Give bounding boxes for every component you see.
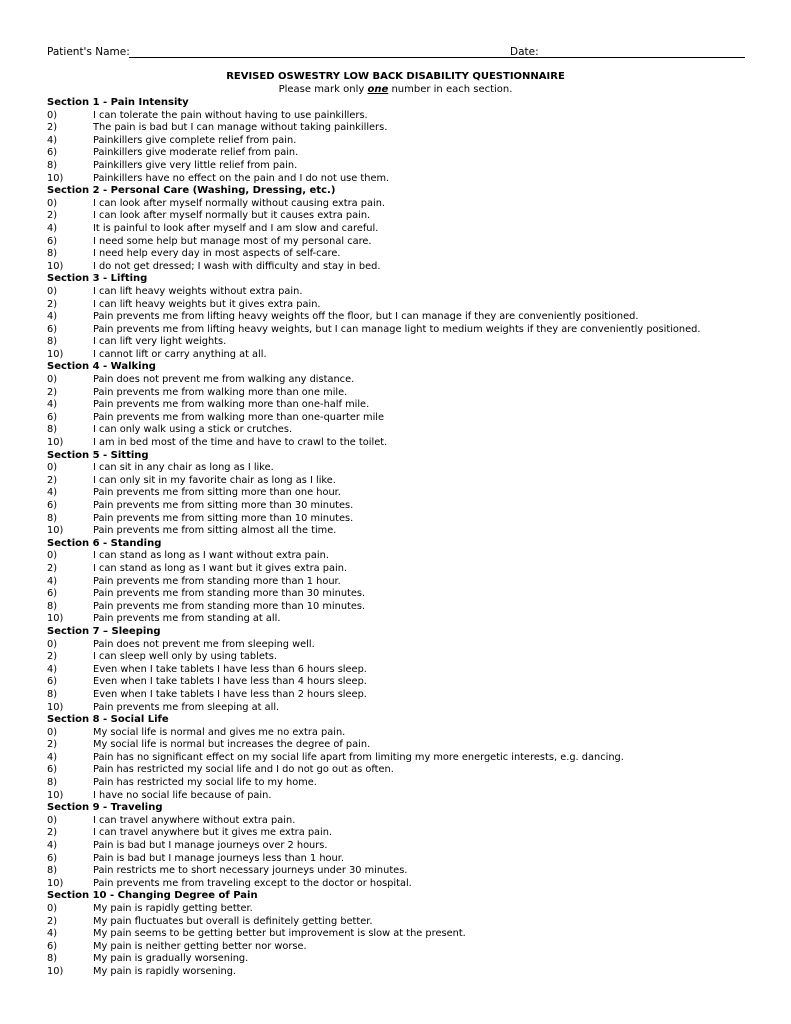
option-score: 2)	[47, 739, 58, 751]
option-text: Pain has no significant effect on my social life apart from limiting my more energetic interests, e.g. dancing.	[93, 751, 624, 763]
option-row[interactable]	[47, 173, 747, 186]
option-text: Pain is bad but I manage journeys less than 1 hour.	[93, 852, 345, 864]
option-row[interactable]	[47, 953, 747, 966]
option-row[interactable]	[47, 827, 747, 840]
option-text: Pain restricts me to short necessary journeys under 30 minutes.	[93, 865, 408, 877]
option-row[interactable]	[47, 135, 747, 148]
option-score: 8)	[47, 600, 58, 612]
option-row[interactable]	[47, 966, 747, 979]
option-text: I am in bed most of the time and have to crawl to the toilet.	[93, 437, 388, 449]
section-block	[47, 450, 747, 538]
option-row[interactable]	[47, 777, 747, 790]
option-score: 6)	[47, 764, 58, 776]
option-score: 6)	[47, 411, 58, 423]
option-score: 2)	[47, 210, 58, 222]
option-text: Pain prevents me from sitting more than 10 minutes.	[93, 512, 354, 524]
option-score: 4)	[47, 663, 58, 675]
option-text: Painkillers give complete relief from pain.	[93, 134, 297, 146]
option-text: Pain prevents me from sitting almost all the time.	[93, 525, 337, 537]
option-row[interactable]	[47, 815, 747, 828]
option-text: Pain prevents me from walking more than one-quarter mile	[93, 411, 385, 423]
option-row[interactable]	[47, 941, 747, 954]
option-row[interactable]	[47, 916, 747, 929]
section-title: Section 7 – Sleeping	[47, 625, 161, 637]
option-text: Painkillers have no effect on the pain and I do not use them.	[93, 172, 390, 184]
option-row[interactable]	[47, 639, 747, 652]
option-row[interactable]	[47, 865, 747, 878]
option-score: 0)	[47, 462, 58, 474]
option-text: I can travel anywhere without extra pain.	[93, 814, 296, 826]
option-row[interactable]	[47, 613, 747, 626]
instructions-emphasis: one	[367, 84, 389, 95]
option-text: I can sleep well only by using tablets.	[93, 651, 277, 663]
option-score: 2)	[47, 386, 58, 398]
option-text: Pain does not prevent me from walking any distance.	[93, 374, 355, 386]
section-title: Section 8 - Social Life	[47, 714, 169, 726]
option-score: 2)	[47, 651, 58, 663]
option-score: 10)	[47, 260, 64, 272]
option-row[interactable]	[47, 525, 747, 538]
option-score: 10)	[47, 965, 64, 977]
option-text: Painkillers give moderate relief from pain.	[93, 147, 299, 159]
option-text: Pain is bad but I manage journeys over 2 hours.	[93, 840, 328, 852]
option-score: 6)	[47, 676, 58, 688]
option-score: 10)	[47, 701, 64, 713]
option-score: 0)	[47, 814, 58, 826]
option-row[interactable]	[47, 236, 747, 249]
option-text: Pain prevents me from traveling except to the doctor or hospital.	[93, 877, 412, 889]
section-block	[47, 890, 747, 978]
option-text: Pain prevents me from sitting more than one hour.	[93, 487, 341, 499]
option-text: My social life is normal but increases the degree of pain.	[93, 739, 371, 751]
option-text: Pain prevents me from standing at all.	[93, 613, 281, 625]
option-text: I can stand as long as I want but it gives extra pain.	[93, 562, 348, 574]
option-score: 4)	[47, 840, 58, 852]
option-score: 8)	[47, 336, 58, 348]
option-row[interactable]	[47, 424, 747, 437]
section-title: Section 2 - Personal Care (Washing, Dressing, etc.)	[47, 185, 336, 197]
section-block	[47, 97, 747, 185]
option-score: 0)	[47, 638, 58, 650]
option-score: 8)	[47, 512, 58, 524]
option-score: 2)	[47, 915, 58, 927]
option-row[interactable]	[47, 437, 747, 450]
option-row[interactable]	[47, 676, 747, 689]
option-score: 0)	[47, 197, 58, 209]
option-row[interactable]	[47, 764, 747, 777]
option-row[interactable]	[47, 336, 747, 349]
option-score: 10)	[47, 348, 64, 360]
option-score: 10)	[47, 437, 64, 449]
option-text: Pain does not prevent me from sleeping well.	[93, 638, 315, 650]
option-row[interactable]	[47, 563, 747, 576]
option-text: Pain has restricted my social life and I do not go out as often.	[93, 764, 394, 776]
option-row[interactable]	[47, 462, 747, 475]
patient-name-label: Patient's Name:	[47, 46, 130, 58]
option-score: 4)	[47, 487, 58, 499]
option-score: 2)	[47, 298, 58, 310]
option-text: I can lift heavy weights but it gives extra pain.	[93, 298, 321, 310]
option-score: 0)	[47, 550, 58, 562]
option-text: My pain is rapidly worsening.	[93, 965, 237, 977]
option-score: 8)	[47, 953, 58, 965]
option-text: I can stand as long as I want without extra pain.	[93, 550, 329, 562]
option-text: I need some help but manage most of my personal care.	[93, 235, 372, 247]
option-row[interactable]	[47, 261, 747, 274]
option-score: 6)	[47, 588, 58, 600]
option-score: 10)	[47, 525, 64, 537]
option-score: 10)	[47, 172, 64, 184]
option-text: I cannot lift or carry anything at all.	[93, 348, 267, 360]
option-score: 8)	[47, 248, 58, 260]
section-block	[47, 714, 747, 802]
option-text: I can tolerate the pain without having to use painkillers.	[93, 109, 368, 121]
option-row[interactable]	[47, 702, 747, 715]
option-score: 4)	[47, 399, 58, 411]
option-text: Even when I take tablets I have less than 6 hours sleep.	[93, 663, 367, 675]
option-row[interactable]	[47, 487, 747, 500]
patient-header	[47, 44, 747, 60]
option-text: I can lift heavy weights without extra pain.	[93, 285, 303, 297]
option-text: Pain prevents me from walking more than one mile.	[93, 386, 348, 398]
option-row[interactable]	[47, 374, 747, 387]
option-text: Pain prevents me from sitting more than 30 minutes.	[93, 500, 354, 511]
option-score: 4)	[47, 222, 58, 234]
option-text: Painkillers give very little relief from pain.	[93, 159, 298, 171]
section-block	[47, 626, 747, 714]
option-text: Pain prevents me from lifting heavy weights off the floor, but I can manage if they are conveniently positioned.	[93, 311, 639, 323]
option-text: My pain is neither getting better nor worse.	[93, 940, 307, 952]
option-score: 0)	[47, 726, 58, 738]
option-row[interactable]	[47, 299, 747, 312]
option-text: The pain is bad but I can manage without taking painkillers.	[93, 122, 388, 134]
option-text: My pain is gradually worsening.	[93, 953, 249, 965]
option-score: 0)	[47, 285, 58, 297]
option-score: 6)	[47, 147, 58, 159]
option-score: 10)	[47, 613, 64, 625]
option-text: My pain seems to be getting better but improvement is slow at the present.	[93, 928, 466, 940]
option-row[interactable]	[47, 475, 747, 488]
option-row[interactable]	[47, 790, 747, 803]
option-row[interactable]	[47, 550, 747, 563]
option-text: I do not get dressed; I wash with difficulty and stay in bed.	[93, 260, 381, 272]
date-field[interactable]	[544, 57, 745, 58]
option-text: I can travel anywhere but it gives me extra pain.	[93, 827, 333, 839]
option-row[interactable]	[47, 198, 747, 211]
option-text: Pain prevents me from sleeping at all.	[93, 701, 280, 713]
option-text: My social life is normal and gives me no extra pain.	[93, 726, 346, 738]
option-score: 0)	[47, 109, 58, 121]
section-title: Section 5 - Sitting	[47, 449, 149, 461]
questionnaire-title: REVISED OSWESTRY LOW BACK DISABILITY QUESTIONNAIRE	[226, 71, 565, 82]
section-block	[47, 273, 747, 361]
option-text: I can only sit in my favorite chair as long as I like.	[93, 474, 336, 486]
option-score: 6)	[47, 500, 58, 511]
instructions	[0, 83, 791, 96]
option-score: 6)	[47, 323, 58, 335]
option-text: Pain prevents me from lifting heavy weights, but I can manage light to medium weights if they are conveniently positioned.	[93, 323, 701, 335]
option-score: 6)	[47, 940, 58, 952]
option-score: 8)	[47, 424, 58, 436]
option-text: I can only walk using a stick or crutches.	[93, 424, 293, 436]
option-row[interactable]	[47, 651, 747, 664]
option-row[interactable]	[47, 311, 747, 324]
option-score: 8)	[47, 159, 58, 171]
date-label: Date:	[510, 46, 539, 58]
option-row[interactable]	[47, 576, 747, 589]
option-text: I can look after myself normally without causing extra pain.	[93, 197, 386, 209]
option-row[interactable]	[47, 689, 747, 702]
option-score: 2)	[47, 562, 58, 574]
option-score: 4)	[47, 311, 58, 323]
option-row[interactable]	[47, 752, 747, 765]
option-text: It is painful to look after myself and I am slow and careful.	[93, 222, 379, 234]
option-text: Even when I take tablets I have less than 4 hours sleep.	[93, 676, 367, 688]
sections-container	[47, 97, 747, 979]
option-row[interactable]	[47, 664, 747, 677]
option-row[interactable]	[47, 727, 747, 740]
option-row[interactable]	[47, 513, 747, 526]
section-title: Section 1 - Pain Intensity	[47, 97, 189, 108]
option-row[interactable]	[47, 588, 747, 601]
option-row[interactable]	[47, 412, 747, 425]
option-text: Pain prevents me from standing more than 10 minutes.	[93, 600, 366, 612]
option-score: 8)	[47, 865, 58, 877]
option-row[interactable]	[47, 110, 747, 123]
option-text: Pain prevents me from walking more than one-half mile.	[93, 399, 370, 411]
section-block	[47, 802, 747, 890]
option-row[interactable]	[47, 147, 747, 160]
option-score: 0)	[47, 903, 58, 914]
option-score: 4)	[47, 928, 58, 940]
option-score: 8)	[47, 777, 58, 789]
option-row[interactable]	[47, 349, 747, 362]
option-text: Pain prevents me from standing more than 1 hour.	[93, 575, 341, 587]
option-row[interactable]	[47, 928, 747, 941]
option-score: 10)	[47, 789, 64, 801]
option-row[interactable]	[47, 210, 747, 223]
option-score: 0)	[47, 374, 58, 386]
option-text: I need help every day in most aspects of self-care.	[93, 248, 341, 260]
option-score: 6)	[47, 235, 58, 247]
option-score: 2)	[47, 122, 58, 134]
option-text: My pain fluctuates but overall is definitely getting better.	[93, 915, 373, 927]
option-row[interactable]	[47, 601, 747, 614]
option-text: Even when I take tablets I have less than 2 hours sleep.	[93, 688, 367, 700]
option-row[interactable]	[47, 223, 747, 236]
option-row[interactable]	[47, 387, 747, 400]
option-row[interactable]	[47, 286, 747, 299]
section-title: Section 10 - Changing Degree of Pain	[47, 890, 258, 902]
option-row[interactable]	[47, 324, 747, 337]
option-row[interactable]	[47, 853, 747, 866]
option-text: I can look after myself normally but it causes extra pain.	[93, 210, 371, 222]
section-block	[47, 538, 747, 626]
option-row[interactable]	[47, 160, 747, 173]
option-row[interactable]	[47, 878, 747, 891]
option-score: 2)	[47, 474, 58, 486]
section-title: Section 3 - Lifting	[47, 273, 148, 285]
option-score: 10)	[47, 877, 64, 889]
option-score: 6)	[47, 852, 58, 864]
option-row[interactable]	[47, 840, 747, 853]
instructions-after: number in each section.	[388, 84, 513, 95]
option-text: Pain prevents me from standing more than 30 minutes.	[93, 588, 366, 600]
option-score: 4)	[47, 134, 58, 146]
option-row[interactable]	[47, 248, 747, 261]
option-row[interactable]	[47, 122, 747, 135]
option-row[interactable]	[47, 903, 747, 916]
option-row[interactable]	[47, 500, 747, 513]
option-text: I have no social life because of pain.	[93, 789, 272, 801]
section-block	[47, 185, 747, 273]
option-score: 8)	[47, 688, 58, 700]
option-text: My pain is rapidly getting better.	[93, 903, 253, 914]
section-title: Section 6 - Standing	[47, 537, 162, 549]
option-row[interactable]	[47, 399, 747, 412]
option-score: 4)	[47, 575, 58, 587]
section-title: Section 9 - Traveling	[47, 802, 163, 814]
option-row[interactable]	[47, 739, 747, 752]
section-block	[47, 361, 747, 449]
option-text: I can lift very light weights.	[93, 336, 227, 348]
option-score: 4)	[47, 751, 58, 763]
section-title: Section 4 - Walking	[47, 361, 156, 373]
patient-name-field[interactable]	[129, 57, 553, 58]
option-text: I can sit in any chair as long as I like.	[93, 462, 274, 474]
option-text: Pain has restricted my social life to my home.	[93, 777, 317, 789]
instructions-before: Please mark only	[278, 84, 368, 95]
option-score: 2)	[47, 827, 58, 839]
